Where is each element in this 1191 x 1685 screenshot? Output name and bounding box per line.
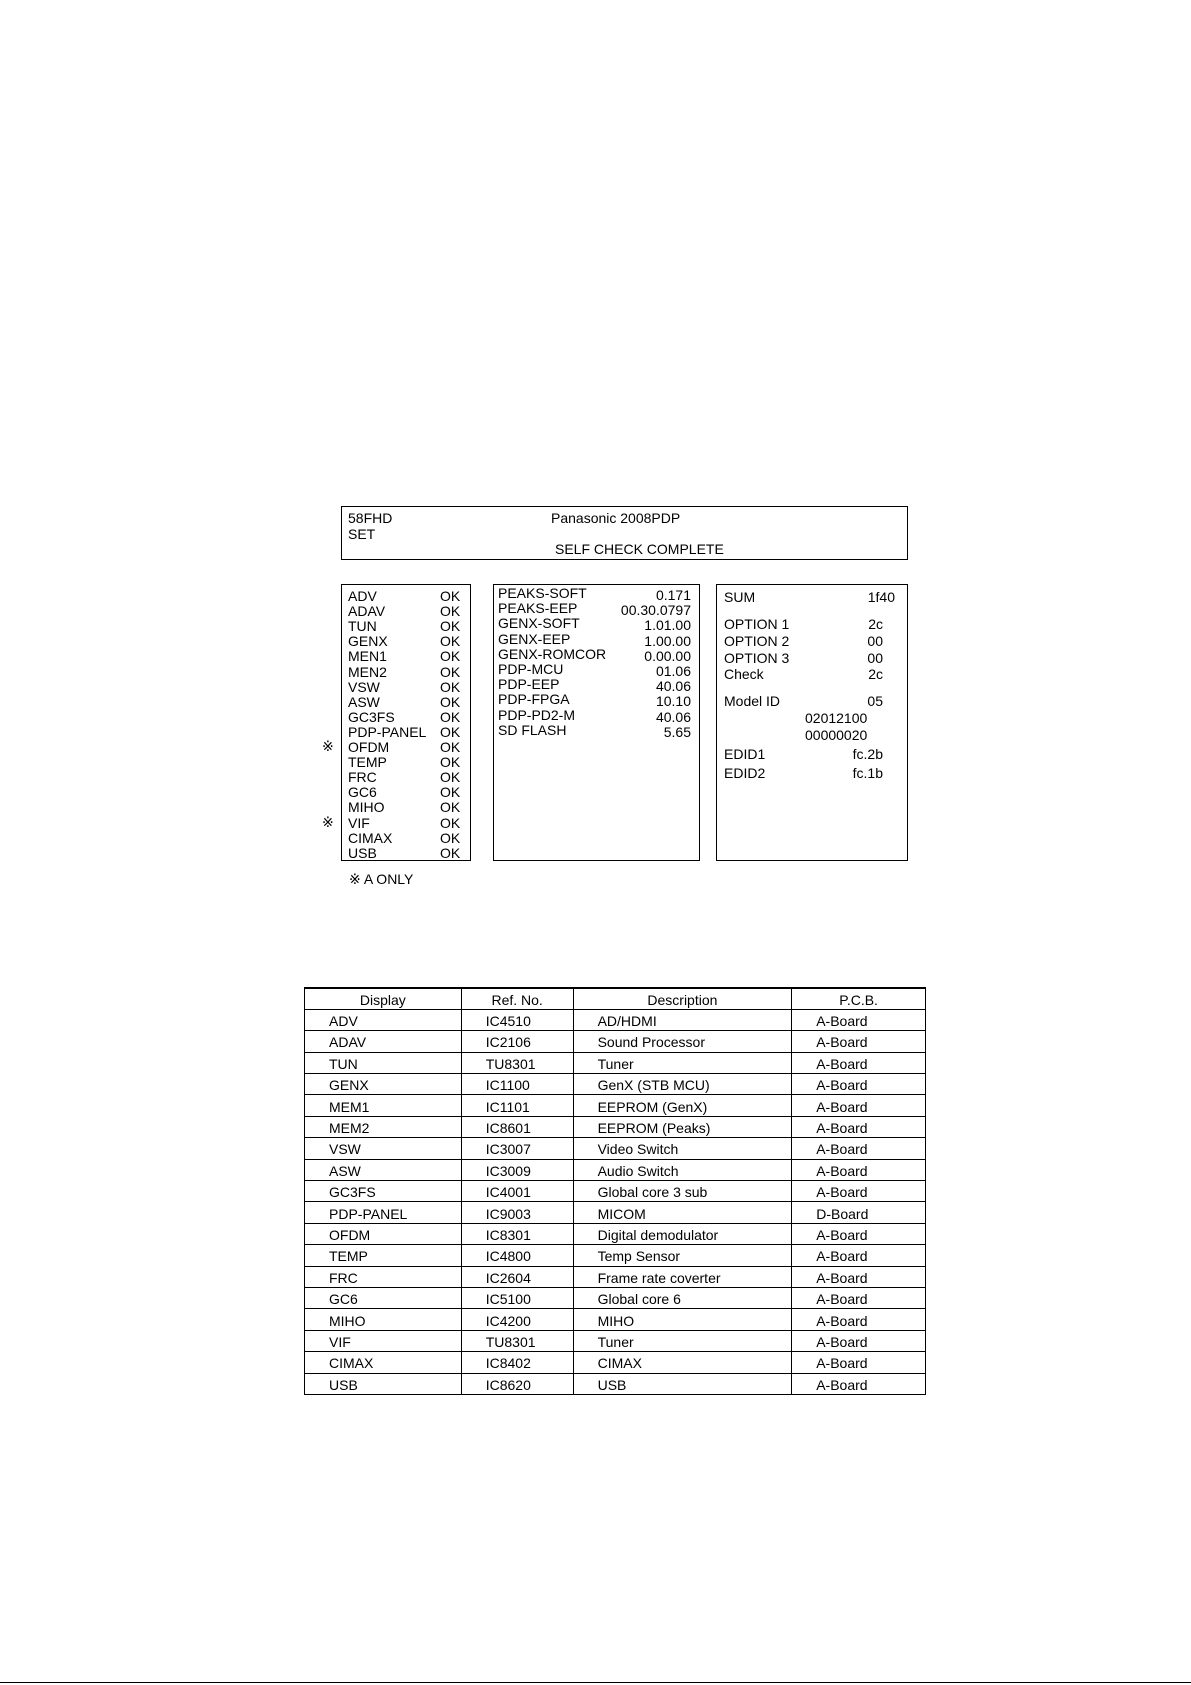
check-name: CIMAX: [348, 829, 393, 846]
reference-table: [304, 987, 926, 1395]
cell-display: VIF: [305, 1330, 462, 1351]
check-name: GC3FS: [348, 708, 395, 725]
cell-display: VSW: [305, 1138, 462, 1159]
table-row: [305, 1287, 926, 1308]
sum-label: SUM: [724, 589, 756, 605]
version-value: 00.30.0797: [620, 602, 691, 619]
cell-display: GC3FS: [305, 1181, 462, 1202]
mode-label: SET: [348, 526, 376, 542]
cell-pcb: A-Board: [792, 1009, 926, 1030]
cell-display: OFDM: [305, 1223, 462, 1244]
check-name: MEN2: [348, 663, 387, 680]
page-bottom-rule: [0, 1682, 1191, 1683]
table-row: [305, 1352, 926, 1373]
check-name: ADAV: [348, 603, 386, 620]
version-value: 1.01.00: [644, 617, 691, 634]
footnote: ※ A ONLY: [349, 871, 414, 887]
cell-display: MIHO: [305, 1309, 462, 1330]
cell-description: Audio Switch: [573, 1159, 792, 1180]
a-only-mark: ※: [322, 813, 334, 830]
check-name: TEMP: [348, 754, 387, 771]
cell-ref-no: IC8601: [461, 1116, 573, 1137]
header-display: Display: [305, 988, 462, 1009]
cell-pcb: D-Board: [792, 1202, 926, 1223]
cell-pcb: A-Board: [792, 1352, 926, 1373]
table-row: [305, 1181, 926, 1202]
check-result: OK: [440, 754, 461, 771]
cell-ref-no: IC3009: [461, 1159, 573, 1180]
cell-pcb: A-Board: [792, 1287, 926, 1308]
check-result: OK: [440, 829, 461, 846]
check-result: OK: [440, 814, 461, 831]
cell-display: ADAV: [305, 1031, 462, 1052]
version-name: GENX-ROMCOR: [498, 645, 607, 662]
check-name: ADV: [348, 588, 377, 604]
check-result: OK: [440, 769, 461, 786]
check-result: OK: [440, 844, 461, 861]
option1-label: OPTION 1: [724, 616, 790, 632]
cell-pcb: A-Board: [792, 1245, 926, 1266]
cell-pcb: A-Board: [792, 1138, 926, 1159]
check-value: 2c: [868, 666, 883, 682]
cell-ref-no: IC2604: [461, 1266, 573, 1287]
cell-pcb: A-Board: [792, 1052, 926, 1073]
cell-pcb: A-Board: [792, 1074, 926, 1095]
table-row: [305, 1074, 926, 1095]
cell-display: MEM2: [305, 1116, 462, 1137]
check-name: GENX: [348, 633, 388, 650]
header-ref-no: Ref. No.: [461, 988, 573, 1009]
cell-pcb: A-Board: [792, 1181, 926, 1202]
cell-pcb: A-Board: [792, 1116, 926, 1137]
version-name: SD FLASH: [498, 721, 567, 738]
table-header-row: [305, 988, 926, 1009]
version-list: [493, 584, 700, 861]
model-id-line3: 00000020: [805, 727, 868, 743]
cell-pcb: A-Board: [792, 1266, 926, 1287]
option2-value: 00: [867, 633, 883, 649]
cell-display: TUN: [305, 1052, 462, 1073]
table-row: [305, 1202, 926, 1223]
header-description: Description: [573, 988, 792, 1009]
check-name: GC6: [348, 784, 377, 801]
cell-ref-no: IC5100: [461, 1287, 573, 1308]
cell-ref-no: TU8301: [461, 1330, 573, 1351]
check-result: OK: [440, 633, 461, 650]
cell-ref-no: IC1100: [461, 1074, 573, 1095]
cell-description: Temp Sensor: [573, 1245, 792, 1266]
cell-pcb: A-Board: [792, 1223, 926, 1244]
cell-pcb: A-Board: [792, 1095, 926, 1116]
header-pcb: P.C.B.: [792, 988, 926, 1009]
self-check-header: [341, 506, 908, 560]
table-row: [305, 1223, 926, 1244]
version-value: 10.10: [655, 693, 691, 710]
table-row: [305, 1031, 926, 1052]
cell-display: CIMAX: [305, 1352, 462, 1373]
cell-ref-no: IC8620: [461, 1373, 573, 1394]
cell-pcb: A-Board: [792, 1031, 926, 1052]
cell-ref-no: IC4001: [461, 1181, 573, 1202]
version-name: PDP-FPGA: [498, 691, 570, 708]
version-name: PDP-PD2-M: [498, 706, 576, 723]
status-label: SELF CHECK COMPLETE: [555, 541, 724, 557]
cell-pcb: A-Board: [792, 1373, 926, 1394]
version-value: 40.06: [655, 678, 691, 695]
info-panel: [716, 584, 908, 861]
cell-description: MIHO: [573, 1309, 792, 1330]
version-value: 1.00.00: [644, 632, 691, 649]
table-row: [305, 1330, 926, 1351]
check-result: OK: [440, 693, 461, 710]
table-row: [305, 1138, 926, 1159]
option1-value: 2c: [868, 616, 883, 632]
brand-label: Panasonic 2008PDP: [551, 510, 681, 526]
check-name: ASW: [348, 693, 380, 710]
cell-description: GenX (STB MCU): [573, 1074, 792, 1095]
check-result: OK: [440, 618, 461, 635]
edid2-label: EDID2: [724, 765, 766, 781]
check-name: VIF: [348, 814, 370, 831]
version-name: GENX-EEP: [498, 630, 571, 647]
version-value: 01.06: [655, 663, 691, 679]
check-result: OK: [440, 648, 461, 665]
cell-description: Digital demodulator: [573, 1223, 792, 1244]
cell-ref-no: IC4800: [461, 1245, 573, 1266]
check-result: OK: [440, 784, 461, 801]
version-name: PEAKS-SOFT: [498, 585, 587, 601]
cell-ref-no: IC8301: [461, 1223, 573, 1244]
cell-pcb: A-Board: [792, 1309, 926, 1330]
cell-display: GC6: [305, 1287, 462, 1308]
check-result: OK: [440, 723, 461, 740]
table-row: [305, 1373, 926, 1394]
cell-description: CIMAX: [573, 1352, 792, 1373]
sum-value: 1f40: [867, 589, 895, 605]
cell-description: Frame rate coverter: [573, 1266, 792, 1287]
model-id-value: 05: [867, 693, 883, 709]
version-value: 0.00.00: [644, 647, 691, 664]
check-name: MEN1: [348, 648, 387, 665]
check-result: OK: [440, 708, 461, 725]
model-label: 58FHD: [348, 510, 393, 526]
cell-ref-no: IC9003: [461, 1202, 573, 1223]
edid1-value: fc.2b: [852, 746, 883, 762]
check-name: MIHO: [348, 799, 385, 816]
check-name: VSW: [348, 678, 380, 695]
table-row: [305, 1159, 926, 1180]
table-row: [305, 1009, 926, 1030]
cell-display: ADV: [305, 1009, 462, 1030]
check-name: TUN: [348, 618, 377, 635]
check-result: OK: [440, 799, 461, 816]
cell-ref-no: IC4510: [461, 1009, 573, 1030]
model-id-line2: 02012100: [805, 710, 868, 726]
check-result: OK: [440, 603, 461, 620]
version-name: GENX-SOFT: [498, 615, 580, 632]
option2-label: OPTION 2: [724, 633, 790, 649]
table-row: [305, 1116, 926, 1137]
check-name: PDP-PANEL: [348, 723, 427, 740]
cell-description: EEPROM (Peaks): [573, 1116, 792, 1137]
check-result: OK: [440, 663, 461, 680]
check-result: OK: [440, 739, 461, 755]
cell-ref-no: IC4200: [461, 1309, 573, 1330]
version-value: 5.65: [663, 723, 691, 740]
cell-description: Tuner: [573, 1330, 792, 1351]
cell-display: FRC: [305, 1266, 462, 1287]
model-id-label: Model ID: [724, 693, 781, 709]
cell-description: Global core 6: [573, 1287, 792, 1308]
cell-ref-no: IC2106: [461, 1031, 573, 1052]
version-name: PEAKS-EEP: [498, 600, 578, 617]
cell-ref-no: TU8301: [461, 1052, 573, 1073]
table-row: [305, 1309, 926, 1330]
cell-display: TEMP: [305, 1245, 462, 1266]
cell-display: MEM1: [305, 1095, 462, 1116]
option3-value: 00: [867, 650, 883, 666]
cell-description: MICOM: [573, 1202, 792, 1223]
table-row: [305, 1266, 926, 1287]
cell-ref-no: IC8402: [461, 1352, 573, 1373]
cell-ref-no: IC3007: [461, 1138, 573, 1159]
check-label: Check: [724, 666, 764, 682]
cell-pcb: A-Board: [792, 1159, 926, 1180]
check-result: OK: [440, 678, 461, 695]
cell-display: ASW: [305, 1159, 462, 1180]
cell-description: Sound Processor: [573, 1031, 792, 1052]
version-name: PDP-MCU: [498, 661, 564, 677]
cell-display: PDP-PANEL: [305, 1202, 462, 1223]
cell-description: USB: [573, 1373, 792, 1394]
table-row: [305, 1052, 926, 1073]
cell-display: GENX: [305, 1074, 462, 1095]
check-name: USB: [348, 844, 377, 861]
table-row: [305, 1095, 926, 1116]
cell-description: EEPROM (GenX): [573, 1095, 792, 1116]
edid2-value: fc.1b: [852, 765, 883, 781]
self-check-list: [341, 584, 471, 861]
option3-label: OPTION 3: [724, 650, 790, 666]
check-name: OFDM: [348, 739, 390, 755]
version-name: PDP-EEP: [498, 676, 560, 693]
cell-pcb: A-Board: [792, 1330, 926, 1351]
check-result: OK: [440, 588, 461, 604]
cell-description: AD/HDMI: [573, 1009, 792, 1030]
version-value: 40.06: [655, 708, 691, 725]
cell-description: Video Switch: [573, 1138, 792, 1159]
check-name: FRC: [348, 769, 377, 786]
cell-description: Tuner: [573, 1052, 792, 1073]
version-value: 0.171: [655, 587, 691, 603]
cell-description: Global core 3 sub: [573, 1181, 792, 1202]
a-only-mark: ※: [322, 738, 334, 754]
table-row: [305, 1245, 926, 1266]
cell-ref-no: IC1101: [461, 1095, 573, 1116]
edid1-label: EDID1: [724, 746, 766, 762]
cell-display: USB: [305, 1373, 462, 1394]
